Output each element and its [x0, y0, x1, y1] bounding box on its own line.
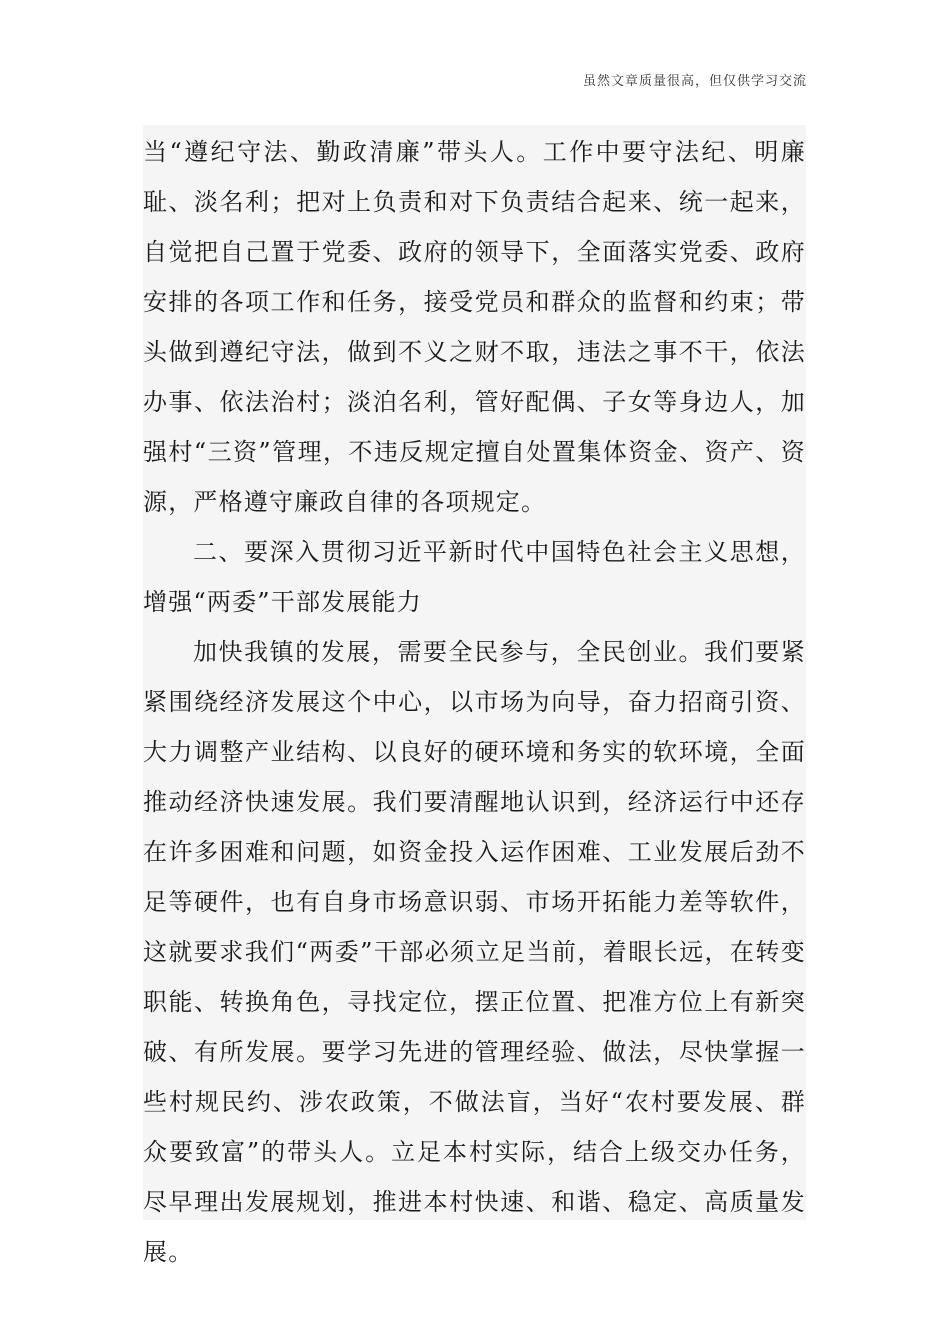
header-note: 虽然文章质量很高，但仅供学习交流: [582, 74, 807, 89]
paragraph-development: 加快我镇的发展，需要全民参与，全民创业。我们要紧紧围绕经济发展这个中心，以市场为向导，奋力招商引资、大力调整产业结构、以良好的硬环境和务实的软环境，全面推动经济快速发展。我们要清醒地认识到，经济运行中还存在许多困难和问题，如资金投入运作困难、工业发展后劲不足等硬件，也有自身市场意识弱、市场开拓能力差等软件，这就要求我们“两委”干部必须立足当前，着眼长远，在转变职能、转换角色，寻找定位，摆正位置、把准方位上有新突破、有所发展。要学习先进的管理经验、做法，尽快掌握一些村规民约、涉农政策，不做法盲，当好“农村要发展、群众要致富”的带头人。立足本村实际，结合上级交办任务，尽早理出发展规划，推进本村快速、和谐、稳定、高质量发展。: [143, 638, 806, 1266]
paragraph-integrity: 当“遵纪守法、勤政清廉”带头人。工作中要守法纪、明廉耻、淡名利；把对上负责和对下负责结合起来、统一起来，自觉把自己置于党委、政府的领导下，全面落实党委、政府安排的各项工作和任务，接受党员和群众的监督和约束；带头做到遵纪守法，做到不义之财不取，违法之事不干，依法办事、依法治村；淡泊名利，管好配偶、子女等身边人，加强村“三资”管理，不违反规定擅自处置集体资金、资产、资源，严格遵守廉政自律的各项规定。: [143, 138, 806, 516]
document-body: [143, 125, 806, 1266]
section-heading-two: 二、要深入贯彻习近平新时代中国特色社会主义思想，增强“两委”干部发展能力: [143, 538, 806, 616]
